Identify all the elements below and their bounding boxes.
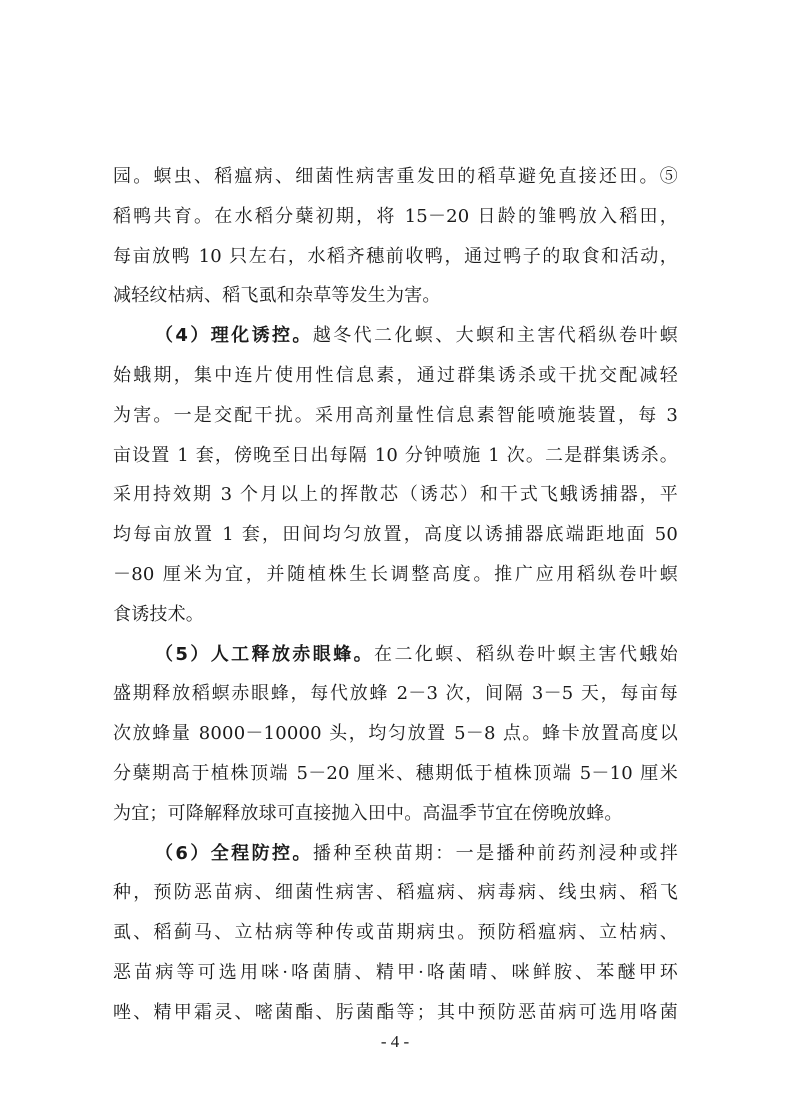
text-line: 减轻纹枯病、稻飞虱和杂草等发生为害。 (113, 285, 441, 307)
section-heading: （5）人工释放赤眼蜂。 (155, 643, 375, 665)
page-number: - 4 - (380, 1032, 410, 1051)
section-first-line-text: 越冬代二化螟、大螟和主害代稻纵卷叶螟 (312, 325, 678, 347)
text-line: 稻鸭共育。在水稻分蘖初期，将 15－20 日龄的雏鸭放入稻田， (113, 205, 678, 227)
section-first-line-text: 在二化螟、稻纵卷叶螟主害代蛾始 (374, 643, 678, 665)
text-line: 为害。一是交配干扰。采用高剂量性信息素智能喷施装置，每 3 (113, 404, 678, 426)
text-line: 均每亩放置 1 套，田间均匀放置，高度以诱捕器底端距地面 50 (113, 524, 678, 546)
text-line: 始蛾期，集中连片使用性信息素，通过群集诱杀或干扰交配减轻 (113, 364, 678, 386)
text-line: 恶苗病等可选用咪·咯菌腈、精甲·咯菌晴、咪鲜胺、苯醚甲环 (113, 961, 678, 983)
text-line: 食诱技术。 (113, 603, 204, 625)
section-first-line-text: 播种至秧苗期：一是播种前药剂浸种或拌 (312, 842, 678, 864)
text-line: 种，预防恶苗病、细菌性病害、稻瘟病、病毒病、线虫病、稻飞 (113, 882, 678, 904)
document-body (113, 157, 678, 1033)
text-line: 唑、精甲霜灵、嘧菌酯、肟菌酯等；其中预防恶苗病可选用咯菌 (113, 1001, 678, 1023)
text-line: 园。螟虫、稻瘟病、细菌性病害重发田的稻草避免直接还田。⑤ (113, 166, 678, 187)
section-heading: （6）全程防控。 (155, 842, 313, 864)
text-line: 每亩放鸭 10 只左右，水稻齐穗前收鸭，通过鸭子的取食和活动， (113, 245, 678, 267)
text-line: 分蘖期高于植株顶端 5－20 厘米、穗期低于植株顶端 5－10 厘米 (113, 762, 678, 784)
text-line: 虱、稻蓟马、立枯病等种传或苗期病虫。预防稻瘟病、立枯病、 (113, 922, 678, 944)
text-line: 亩设置 1 套，傍晚至日出每隔 10 分钟喷施 1 次。二是群集诱杀。 (113, 444, 678, 466)
section-heading: （4）理化诱控。 (155, 325, 313, 347)
text-line: 盛期释放稻螟赤眼蜂，每代放蜂 2－3 次，间隔 3－5 天，每亩每 (113, 683, 678, 705)
text-line: －80 厘米为宜，并随植株生长调整高度。推广应用稻纵卷叶螟 (113, 563, 678, 585)
section-first-line (113, 635, 678, 675)
text-line: 为宜；可降解释放球可直接抛入田中。高温季节宜在傍晚放蜂。 (113, 802, 623, 824)
section-first-line (113, 834, 678, 874)
text-line: 次放蜂量 8000－10000 头，均匀放置 5－8 点。蜂卡放置高度以 (113, 723, 678, 745)
section-first-line (113, 316, 678, 356)
text-line: 采用持效期 3 个月以上的挥散芯（诱芯）和干式飞蛾诱捕器，平 (113, 484, 678, 506)
